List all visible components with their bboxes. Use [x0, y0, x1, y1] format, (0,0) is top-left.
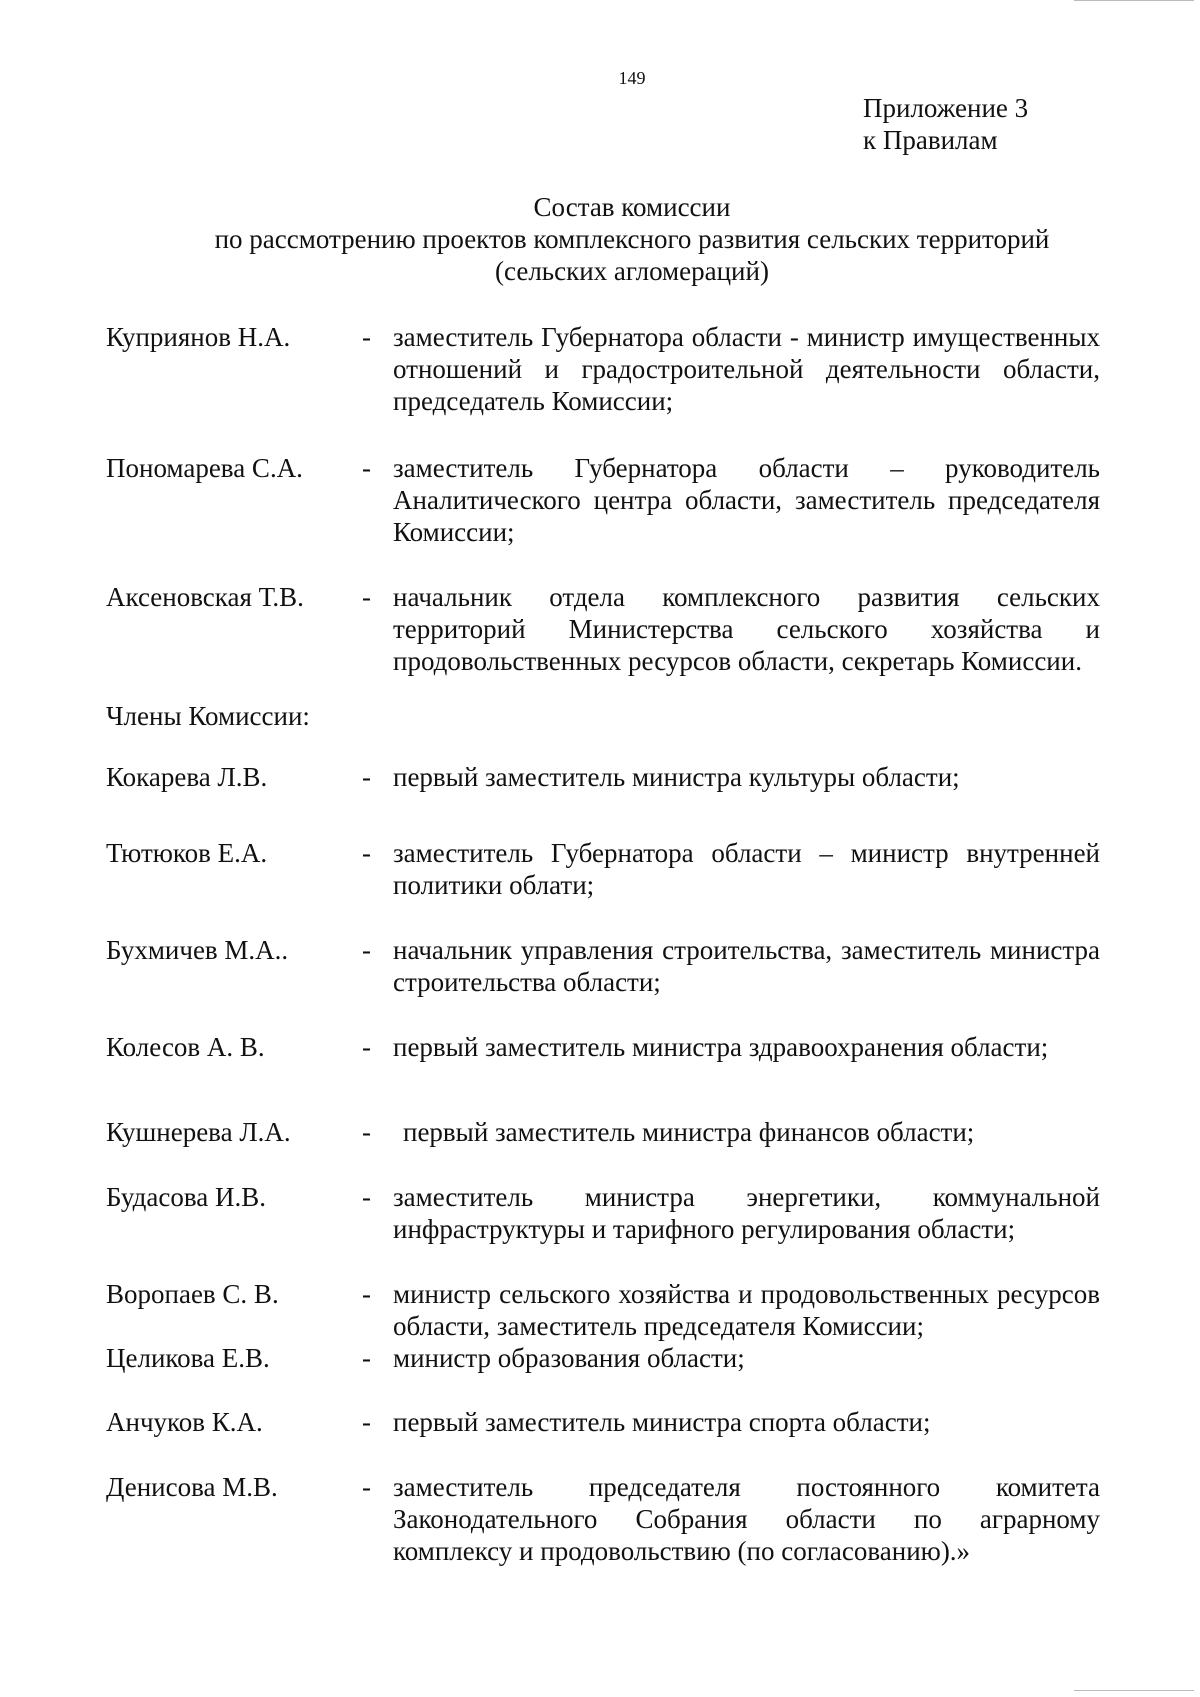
member-name: Кушнерева Л.А.	[106, 1117, 291, 1147]
member-position: заместитель председателя постоянного комитета Законодательного Собрания области по аграрному комплексу и продовольствию (по согласованию).»	[393, 1472, 1100, 1566]
entry-dash: -	[362, 935, 371, 965]
title-line-3: (сельских агломераций)	[495, 256, 769, 286]
member-name: Кокарева Л.В.	[106, 762, 268, 792]
member-position: заместитель Губернатора области – руководитель Аналитического центра области, заместитель председателя Комиссии;	[393, 453, 1100, 547]
member-position: заместитель Губернатора области – министр внутренней политики облати;	[393, 838, 1100, 900]
entry-dash: -	[362, 322, 371, 352]
entry-dash: -	[362, 762, 371, 792]
member-position: первый заместитель министра спорта области;	[393, 1407, 931, 1437]
member-position: первый заместитель министра финансов области;	[403, 1117, 975, 1147]
title-line-1: Состав комиссии	[533, 192, 731, 222]
scan-edge-mark	[1074, 0, 1194, 7]
appendix-number: Приложение 3	[863, 93, 1029, 123]
appendix-rules: к Правилам	[863, 125, 998, 155]
member-position: заместитель министра энергетики, коммунальной инфраструктуры и тарифного регулирования области;	[393, 1182, 1100, 1244]
entry-dash: -	[362, 1472, 371, 1502]
member-name: Бухмичев М.А..	[106, 935, 289, 965]
member-position: первый заместитель министра здравоохранения области;	[393, 1032, 1049, 1062]
member-position: заместитель Губернатора области - министр имущественных отношений и градостроительной деятельности области, председатель Комиссии;	[393, 322, 1100, 416]
member-name: Воропаев С. В.	[106, 1279, 279, 1309]
page-number: 149	[618, 68, 646, 88]
member-name: Аксеновская Т.В.	[106, 582, 304, 612]
member-name: Анчуков К.А.	[106, 1407, 263, 1437]
entry-dash: -	[362, 1407, 371, 1437]
members-label: Члены Комиссии:	[106, 701, 310, 731]
member-position: начальник управления строительства, заместитель министра строительства области;	[393, 935, 1100, 997]
entry-dash: -	[362, 582, 371, 612]
member-name: Тютюков Е.А.	[106, 838, 268, 868]
document-title	[120, 191, 1144, 287]
entry-dash: -	[362, 1117, 371, 1147]
member-position: министр образования области;	[393, 1343, 745, 1373]
member-name: Куприянов Н.А.	[106, 322, 291, 352]
member-position: первый заместитель министра культуры области;	[393, 762, 960, 792]
title-line-2: по рассмотрению проектов комплексного развития сельских территорий	[214, 224, 1050, 254]
member-name: Целикова Е.В.	[106, 1343, 270, 1373]
scan-edge-mark	[1074, 1690, 1194, 1697]
member-name: Колесов А. В.	[106, 1032, 265, 1062]
entry-dash: -	[362, 453, 371, 483]
member-name: Будасова И.В.	[106, 1182, 266, 1212]
entry-dash: -	[362, 1032, 371, 1062]
entry-dash: -	[362, 1182, 371, 1212]
member-position: начальник отдела комплексного развития сельских территорий Министерства сельского хозяйства и продовольственных ресурсов области, секретарь Комиссии.	[393, 582, 1100, 676]
appendix-reference	[863, 92, 1028, 156]
entry-dash: -	[362, 838, 371, 868]
member-name: Пономарева С.А.	[106, 453, 303, 483]
entry-dash: -	[362, 1279, 371, 1309]
member-name: Денисова М.В.	[106, 1472, 278, 1502]
entry-dash: -	[362, 1343, 371, 1373]
member-position: министр сельского хозяйства и продовольственных ресурсов области, заместитель председателя Комиссии;	[393, 1279, 1100, 1341]
